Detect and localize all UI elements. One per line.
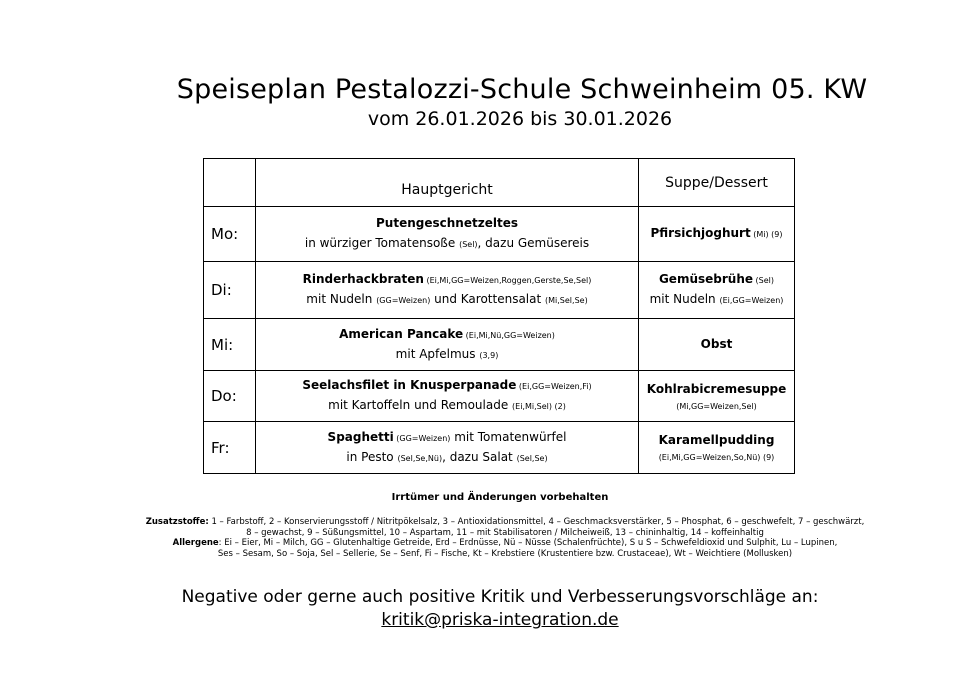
allergen-codes: (Sel) <box>753 276 775 285</box>
allergen-codes: (Sel) <box>459 240 478 249</box>
dish-name: American Pancake <box>339 326 464 341</box>
feedback-email-link[interactable]: kritik@priska-integration.de <box>381 610 619 630</box>
menu-table <box>203 158 795 474</box>
dish-description: mit Tomatenwürfel <box>450 429 567 444</box>
allergen-codes: (Ei,GG=Weizen) <box>719 296 784 305</box>
allergen-codes: (Mi) (9) <box>750 230 783 239</box>
day-label: Do: <box>204 371 256 422</box>
disclaimer: Irrtümer und Änderungen vorbehalten <box>391 492 609 503</box>
allergen-codes: (Ei,GG=Weizen,Fi) <box>516 382 592 391</box>
allergens-text: : Ei – Eier, Mi – Milch, GG – Glutenhaltige Getreide, Erd – Erdnüsse, Nü – Nüsse (Schalenfrüchte), S u S – Schwefeldioxid und Sulphit, Lu – Lupinen, <box>218 538 838 548</box>
day-label: Di: <box>204 262 256 319</box>
soup-dessert <box>639 262 795 319</box>
soup-dessert <box>639 319 795 371</box>
dish-description: , dazu Gemüsereis <box>477 236 590 250</box>
dessert-name: Pfirsichjoghurt <box>650 226 751 240</box>
allergen-codes: (Ei,Mi,Sel) (2) <box>512 402 566 411</box>
table-row <box>204 207 795 262</box>
allergens-label: Allergene <box>172 538 219 548</box>
table-row <box>204 422 795 474</box>
soup-name: Gemüsebrühe <box>658 272 754 286</box>
allergens-text: Ses – Sesam, So – Soja, Sel – Sellerie, Se – Senf, Fi – Fische, Kt – Krebstiere (Krustentiere bzw. Crustaceae), Wt – Weichtiere (Mollusken) <box>217 548 793 559</box>
date-range: vom 26.01.2026 bis 30.01.2026 <box>367 108 673 130</box>
additives-text: 1 – Farbstoff, 2 – Konservierungsstoff / Nitritpökelsalz, 3 – Antioxidationsmittel, 4 – Geschmacksverstärker, 5 – Phosphat, 6 – geschwefelt, 7 – geschwärzt, <box>208 517 865 527</box>
dessert-name: Karamellpudding <box>658 433 775 447</box>
allergen-codes: (3,9) <box>479 350 499 360</box>
table-row <box>204 371 795 422</box>
feedback-text: Negative oder gerne auch positive Kritik und Verbesserungsvorschläge an: <box>181 587 819 607</box>
allergen-codes: (Ei,Mi,Nü,GG=Weizen) <box>463 330 555 340</box>
soup-dessert <box>639 371 795 422</box>
dish-name: Rinderhackbraten <box>302 272 424 286</box>
allergen-codes: (Sel,Se,Nü) <box>397 453 443 463</box>
dish-description: in Pesto <box>346 449 398 464</box>
main-dish <box>256 422 639 474</box>
dish-description: mit Nudeln <box>306 292 377 306</box>
day-label: Mi: <box>204 319 256 371</box>
main-dish <box>256 207 639 262</box>
header-main-course: Hauptgericht <box>256 159 639 207</box>
allergen-codes: (Sel,Se) <box>516 453 548 463</box>
soup-dessert <box>639 207 795 262</box>
soup-description: mit Nudeln <box>649 292 720 306</box>
allergen-codes: (Ei,Mi,GG=Weizen,Roggen,Gerste,Se,Sel) <box>423 276 592 285</box>
dish-description: , dazu Salat <box>442 449 517 464</box>
allergen-codes: (Ei,Mi,GG=Weizen,So,Nü) (9) <box>658 453 775 462</box>
day-label: Mo: <box>204 207 256 262</box>
allergen-codes: (GG=Weizen) <box>376 296 431 305</box>
page-title: Speiseplan Pestalozzi-Schule Schweinheim 05. KW <box>176 74 868 105</box>
dish-name: Seelachsfilet in Knusperpanade <box>302 378 517 392</box>
dish-name: Putengeschnetzeltes <box>376 216 518 230</box>
header-soup-dessert: Suppe/Dessert <box>639 159 795 207</box>
table-row <box>204 262 795 319</box>
main-dish <box>256 371 639 422</box>
dish-name: Spaghetti <box>327 429 394 444</box>
additives-text: 8 – gewachst, 9 – Süßungsmittel, 10 – Aspartam, 11 – mit Stabilisatoren / Milcheiweiß, 13 – chininhaltig, 14 – koffeinhaltig <box>246 527 764 538</box>
dish-description: mit Kartoffeln und Remoulade <box>328 398 513 412</box>
dessert-name: Obst <box>700 337 733 351</box>
feedback-footer <box>0 586 975 632</box>
soup-dessert <box>639 422 795 474</box>
allergen-codes: (GG=Weizen) <box>393 433 451 443</box>
table-row <box>204 319 795 371</box>
main-dish <box>256 319 639 371</box>
main-dish <box>256 262 639 319</box>
dish-description: in würziger Tomatensoße <box>304 236 460 250</box>
allergen-codes: (Mi,GG=Weizen,Sel) <box>676 401 757 411</box>
dish-description: mit Apfelmus <box>395 346 480 361</box>
table-header-row <box>204 159 795 207</box>
allergen-codes: (Mi,Sel,Se) <box>545 296 588 305</box>
day-label: Fr: <box>204 422 256 474</box>
header-day <box>204 159 256 207</box>
additives-label: Zusatzstoffe: <box>145 517 209 527</box>
additives-allergens-legend <box>140 517 870 559</box>
soup-name: Kohlrabicremesuppe <box>646 381 787 396</box>
dish-description: und Karottensalat <box>430 292 546 306</box>
